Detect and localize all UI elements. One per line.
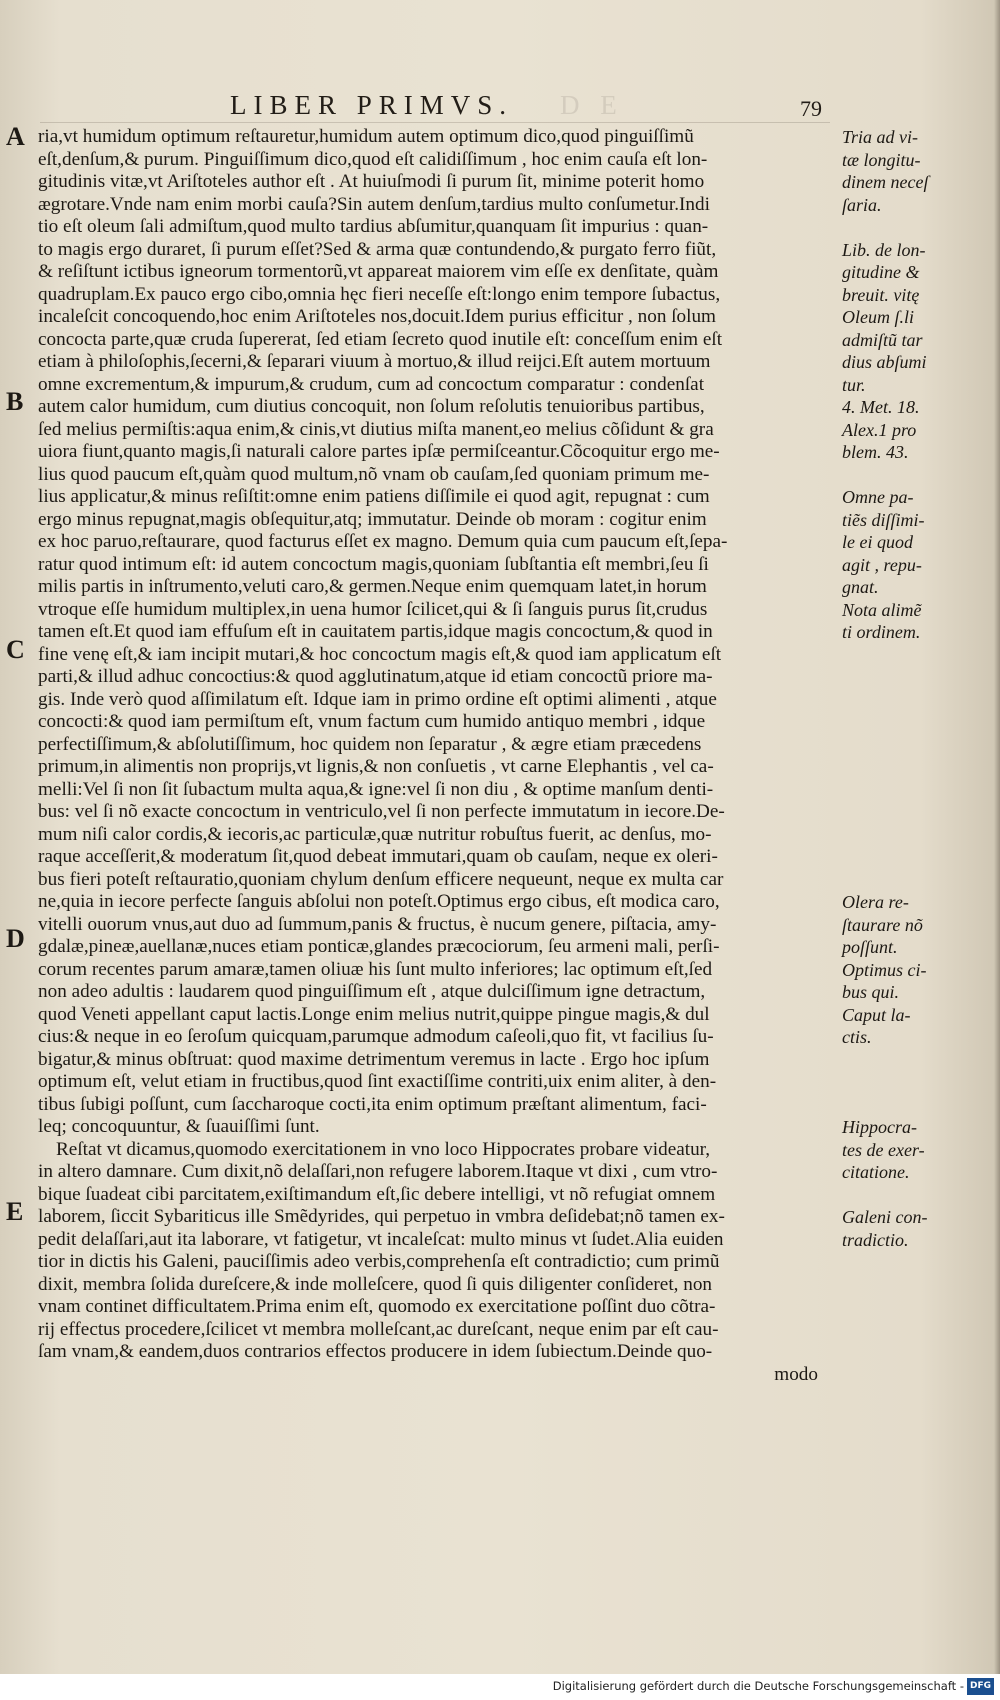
text-line: ria,vt humidum optimum reſtauretur,humidum autem optimum dico,quod pinguiſſimũ	[38, 126, 694, 147]
margin-note-line: tiẽs diſſimi-	[842, 509, 925, 530]
margin-note-line: gitudine &	[842, 262, 920, 282]
text-line: raque acceſſerit,& moderatum ſit,quod debeat immutari,quam ob cauſam, neque ex oleri-	[38, 846, 718, 867]
text-line: eſt,denſum,& purum. Pinguiſſimum dico,quod eſt calidiſſimum , hoc enim cauſa eſt lon-	[38, 148, 708, 170]
text-line: lius quod paucum eſt,quàm quod multum,nõ vnam ob cauſam,ſed quoniam primum me-	[38, 463, 710, 485]
text-line: laborem, ſiccit Sybariticus ille Smẽdyrides, qui perpetuo in vmbra deſidebat;nõ tamen ex-	[38, 1206, 725, 1227]
text-line: concocta parte,quæ cruda ſupererat, ſed etiam ſecreto quod inutile eſt: conceſſum enim eſt	[38, 328, 723, 350]
margin-note-line: tes de exer-	[842, 1139, 925, 1160]
text-line: vnam continet difficultatem.Prima enim eſt, quomodo ex exercitatione poſſint duo cõtra-	[38, 1296, 716, 1317]
header-rule	[40, 122, 830, 123]
margin-note-line: Alex.1 pro	[842, 419, 917, 440]
text-line: uiora fiunt,quanto magis,ſi naturali calore partes ipſæ permiſceantur.Cõcoquitur ergo me-	[38, 441, 720, 462]
margin-note-line: bus qui.	[842, 982, 900, 1002]
margin-note-line: tradictio.	[842, 1229, 909, 1250]
text-line: optimum eſt, velut etiam in fructibus,quod ſint exactiſſime contriti,uix enim aliter, à den-	[38, 1071, 717, 1092]
section-letter-a: A	[6, 122, 25, 151]
margin-note-line: citatione.	[842, 1162, 910, 1182]
margin-note-line: blem. 43.	[842, 442, 909, 462]
text-line: tibus ſubigi poſſunt, cum ſaccharoque cocti,ita enim optimum præſtant alimentum, faci-	[38, 1093, 707, 1115]
text-line: ſam vnam,& eandem,duos contrarios effectos producere in idem ſubiectum.Deinde quo-	[38, 1341, 713, 1362]
page-edge-shadow	[994, 0, 1000, 1674]
section-letter-b: B	[6, 387, 24, 416]
text-line: milis partis in inſtrumento,veluti caro,& germen.Neque enim quemquam latet,in horum	[38, 576, 707, 597]
text-line: gitudinis vitæ,vt Ariſtoteles author eſt . At huiuſmodi ſi purum ſit, minime poterit homo	[38, 171, 705, 192]
text-line: tior in dictis his Galeni, pauciſſimis adeo verbis,comprehenſa eſt contradictio; cum primũ	[38, 1251, 720, 1272]
section-letter-d: D	[6, 924, 25, 953]
footer-bar	[0, 1674, 1000, 1700]
dfg-logo: DFG	[967, 1678, 994, 1695]
text-line: to magis ergo duraret, ſi purum eſſet?Sed & arma quæ contundendo,& purgato ferro fiũt,	[38, 238, 717, 260]
text-line: ex hoc paruo,reſtaurare, quod facturus eſſet ex magno. Demum quia cum paucum eſt,ſepa-	[38, 531, 728, 552]
margin-note-line: 4. Met. 18.	[842, 397, 920, 417]
margin-note-line: Tria ad vi-	[842, 127, 919, 147]
margin-note-line: Omne pa-	[842, 487, 914, 507]
text-line: modo	[774, 1363, 818, 1385]
text-line: etiam à philoſophis,ſecerni,& ſeparari viuum à mortuo,& illud reijci.Eſt autem mortuum	[38, 351, 711, 372]
text-line: concocti:& quod iam permiſtum eſt, vnum factum cum humido antiquo membri , idque	[38, 711, 706, 732]
margin-note-line: le ei quod	[842, 532, 913, 552]
footer-credit: Digitalisierung gefördert durch die Deutsche Forschungsgemeinschaft -	[552, 1679, 964, 1693]
text-line: vtroque eſſe humidum multiplex,in uena humor ſcilicet,qui & ſi ſanguis purus ſit,crudus	[38, 598, 708, 620]
margin-note-line: dius abſumi	[842, 352, 927, 372]
text-line: incaleſcit concoquendo,hoc enim Ariſtoteles nos,docuit.Idem purius efficitur , non ſolum	[38, 306, 716, 327]
text-line: perfectiſſimum,& abſolutiſſimum, hoc quidem non ſeparatur , & ægre etiam præcedens	[38, 733, 702, 755]
margin-note-line: dinem neceſ	[842, 172, 929, 192]
show-through-text: D E	[560, 90, 624, 120]
text-line: quadruplam.Ex pauco ergo cibo,omnia hęc fieri neceſſe eſt:longo enim tempore ſubactus,	[38, 283, 721, 305]
page-number: 79	[800, 96, 822, 121]
text-line: ergo minus repugnat,magis obſequitur,atq; immutatur. Deinde ob moram : cogitur enim	[38, 508, 707, 530]
text-line: mum niſi calor cordis,& iecoris,ac particulæ,quæ nutritur robuſtus fuerit, ac denſus, mo-	[38, 823, 712, 845]
margin-note-line: Oleum ſ.li	[842, 307, 914, 327]
text-line: & reſiſtunt ictibus igneorum tormentorũ,vt appareat maiorem vim eſſe ex denſitate, quàm	[38, 261, 719, 282]
text-line: bus: vel ſi nõ exacte concoctum in ventriculo,vel ſi non perfecte immutatum in iecore.De-	[38, 801, 725, 822]
text-line: Reſtat vt dicamus,quomodo exercitationem in vno loco Hippocrates probare videatur,	[56, 1138, 711, 1160]
text-line: parti,& illud adhuc concoctius:& quod agglutinatum,atque id etiam concoctũ priore ma-	[38, 666, 713, 687]
text-line: primum,in alimentis non proprijs,vt lignis,& non conſuetis , vt carne Elephantis , vel ca-	[38, 756, 714, 777]
text-line: rij effectus procedere,ſcilicet vt membra molleſcant,ac dureſcant, neque enim par eſt cau-	[38, 1318, 719, 1340]
margin-note-line: admiſtũ tar	[842, 329, 923, 350]
text-line: melli:Vel ſi non ſit ſubactum multa aqua,& igne:vel ſi non diu , & optime manſum denti-	[38, 778, 714, 800]
margin-note-line: Lib. de lon-	[842, 239, 926, 260]
text-line: ratur quod intimum eſt: id autem concoctum magis,quoniam ſubſtantia eſt membri,ſeu ſi	[38, 553, 709, 575]
section-letter-e: E	[6, 1197, 24, 1226]
margin-note-line: gnat.	[842, 577, 879, 597]
margin-note-line: ti ordinem.	[842, 622, 921, 642]
text-line: lius applicatur,& minus reſiſtit:omne enim patiens diſſimile ei quod agit, repugnat : cum	[38, 486, 710, 507]
text-line: leq; concoquuntur, & ſuauiſſimi ſunt.	[38, 1116, 320, 1137]
text-line: corum recentes parum amaræ,tamen oliuæ his ſunt multo inferiores; lac optimum eſt,ſed	[38, 958, 713, 980]
text-line: gdalæ,pineæ,auellanæ,nuces etiam ponticæ,glandes præcociorum, ſeu armeni mali, perſi-	[38, 936, 720, 957]
text-line: pedit delaſſari,aut ita laborare, vt fatigetur, vt incaleſcat: multo minus vt ſudet.Alia euiden	[38, 1228, 724, 1250]
text-line: cius:& neque in eo ſeroſum quicquam,parumque admodum caſeoli,quo fit, vt facilius ſu-	[38, 1026, 714, 1047]
section-letter-c: C	[6, 635, 25, 664]
margin-note-line: Optimus ci-	[842, 959, 927, 980]
text-line: tio eſt oleum ſali admiſtum,quod multo tardius abſumitur,quanquam ſit impurius : quan-	[38, 216, 709, 237]
margin-note-line: breuit. vitę	[842, 284, 920, 305]
text-line: omne excrementum,& impurum,& crudum, cum ad concoctum comparatur : condenſat	[38, 373, 705, 395]
text-line: gis. Inde verò quod aſſimilatum eſt. Idque iam in primo ordine eſt optimi alimenti , atque	[38, 688, 717, 710]
main-text-block	[38, 126, 828, 1386]
text-line: fine venę eſt,& iam incipit mutari,& hoc concoctum magis eſt,& quod iam applicatum eſt	[38, 643, 722, 665]
margin-note-line: tur.	[842, 374, 866, 395]
text-line: quod Veneti appellant caput lactis.Longe enim melius nutrit,quippe pingue magis,& dul	[38, 1003, 710, 1025]
margin-note-line: Olera re-	[842, 892, 909, 912]
margin-note-line: Nota alimẽ	[842, 599, 922, 620]
text-line: ægrotare.Vnde nam enim morbi cauſa?Sin autem denſum,tardius multo conſumetur.Indi	[38, 193, 710, 215]
text-line: bus fieri poteſt reſtauratio,quoniam chylum denſum efficere nequeunt, neque ex multa car	[38, 868, 724, 890]
text-line: bigatur,& minus obſtruat: quod maxime detrimentum veremus in lacte . Ergo hoc ipſum	[38, 1048, 710, 1070]
running-title: LIBER PRIMVS.	[230, 90, 514, 120]
text-line: vitelli ouorum vnus,aut duo ad ſummum,panis & fructus, è nucum genere, piſtacia, amy-	[38, 913, 717, 935]
margin-note-line: ſaria.	[842, 194, 882, 215]
text-line: dixit, membra ſolida dureſcere,& inde molleſcere, quod ſi quis diligenter conſideret, non	[38, 1273, 713, 1295]
text-line: bique ſuadeat cibi parcitatem,exiſtimandum eſt,ſic debere intelligi, vt nõ refugiat omnem	[38, 1183, 716, 1205]
text-line: tamen eſt.Et quod iam effuſum eſt in cauitatem partis,idque magis concoctum,& quod in	[38, 621, 713, 642]
margin-note-line: ctis.	[842, 1027, 872, 1047]
text-line: in altero damnare. Cum dixit,nõ delaſſari,non refugere laborem.Itaque vt dixi , cum vtro-	[38, 1161, 718, 1182]
margin-note-line: tæ longitu-	[842, 149, 921, 170]
margin-note-line: ſtaurare nõ	[842, 914, 923, 935]
margin-note-line: agit , repu-	[842, 554, 922, 575]
text-line: ſed melius permiſtis:aqua enim,& cinis,vt diutius miſta manent,eo melius cõſidunt & gra	[38, 418, 714, 440]
margin-note-line: Galeni con-	[842, 1207, 928, 1227]
margin-note-line: Hippocra-	[842, 1117, 917, 1137]
text-line: non adeo adultis : laudarem quod pinguiſſimum eſt , atque dulciſſimum igne detractum,	[38, 981, 706, 1002]
text-line: ne,quia in iecore perfecte ſanguis abſolui non poteſt.Optimus ergo cibus, eſt modica caro,	[38, 891, 720, 912]
text-line: autem calor humidum, cum diutius concoquit, non ſolum reſolutis tenuioribus partibus,	[38, 396, 705, 417]
margin-note-line: poſſunt.	[842, 937, 898, 957]
margin-note-line: Caput la-	[842, 1004, 911, 1025]
